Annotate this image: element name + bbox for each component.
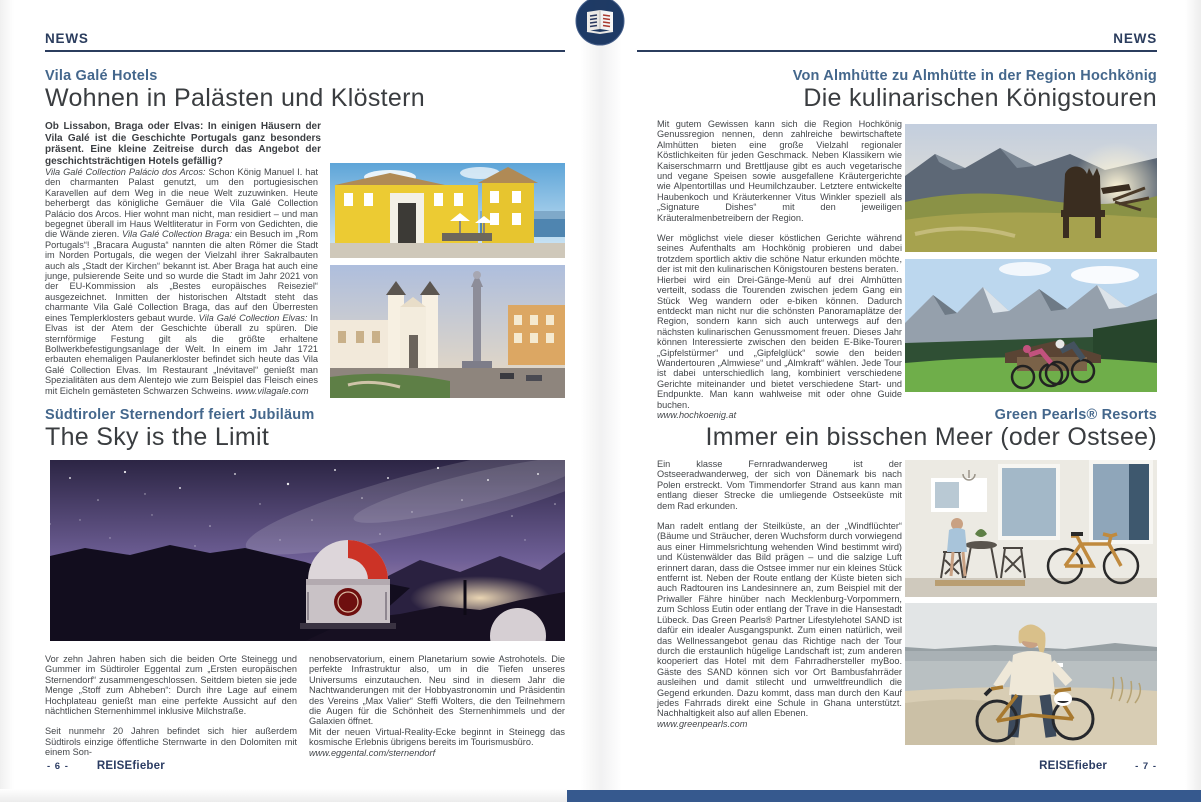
footer-left (47, 760, 165, 772)
mountain-chair-illustration (905, 124, 1157, 252)
paragraph: Man radelt entlang der Steilküste, an der „Windflüchter“ (Bäume und Sträucher, deren Wuchsform durch vorwiegend aus einer Himmelsrichtung wehenden Wind bestimmt wird) und Küstenwälder das Bild prägen – und die salzige Luft erinnert daran, dass die Ostsee immer nur ein kleines Stück entfernt ist. Neben der Route entlang der Küste bieten sich auch Radtouren ins Landesinnere an, zum Beispiel mit der Priwaller Fähre hinüber nach Mecklenburg-Vorpommern, zum Schloss Eutin oder entlang der Trave in die Hansestadt Lübeck. Das Green Pearls® Partner Lifestylehotel SAND ist dafür ein idealer Ausgangspunkt. Zum einen natürlich, weil das Wellnessangebot genau das Richtige nach der Tour durch die erstaunlich hügelige Landschaft ist; zum anderen kooperiert das Hotel mit dem Fahrradhersteller myBoo. Gäste des SAND können sich vor Ort Bambusfahrräder ausleihen und damit stilecht und umweltfreundlich die Gegend erkunden. Dazu kommt, dass man durch den Kauf jedes Fahrrads direkt eine Schule in Ghana unterstützt. Nachhaltigkeit also auf allen Ebenen. (657, 521, 902, 719)
palace-photo-illustration (330, 163, 565, 258)
next-page-edge-bar (567, 790, 1201, 802)
paragraph: Vor zehn Jahren haben sich die beiden Orte Steinegg und Gummer im Südtiroler Eggental zum „Ersten europäischen Sternendorf“ zusammengeschlossen. Seitdem bieten sie jede Menge „Stoff zum Abheben“: Durch ihre Lage auf einem Hochplateau genießt man eine perfekte Aussicht auf den nächtlichen Sternenhimmel inklusive Milchstraße. (45, 654, 297, 717)
magazine-brand: REISEfieber (96, 760, 165, 772)
article-headline: Wohnen in Palästen und Klöstern (45, 84, 425, 112)
paragraph: nenobservatorium, einem Planetarium sowie Astrohotels. Die perfekte Infrastruktur also, um in die Tiefen unseres Universums einzutauchen. Neu sind in diesem Jahr die Nachtwanderungen mit der Hobbyastronomin und Präsidentin des Vereins „Max Valier“ Steffi Wolters, die den Teilnehmern die Augen für die Schönheit des Sternenhimmels und der Galaxien öffnet. (309, 654, 565, 727)
page-left (0, 0, 600, 790)
page-number: - 6 - (47, 761, 69, 772)
page-edge-right (1185, 0, 1201, 802)
photo-vila-gale-palacio (330, 163, 565, 258)
paragraph: Ein klasse Fernradwanderweg ist der Ostseeradwanderweg, der sich von Dänemark bis nach Polen erstreckt. Vom Timmendorfer Strand aus kann man entlang dieser Strecke die umliegende Ostseeküste mit dem Rad erkunden. (657, 459, 902, 511)
photo-hochkoenig-ebikers (905, 259, 1157, 392)
photo-hochkoenig-summit-chair (905, 124, 1157, 252)
observatory-illustration (50, 460, 565, 641)
magazine-brand: REISEfieber (1039, 760, 1108, 772)
page-right (600, 0, 1201, 790)
photo-observatory-night-sky (50, 460, 565, 641)
footer-right (1039, 760, 1157, 772)
section-label-news-left: NEWS (45, 31, 89, 46)
article-headline: Immer ein bisschen Meer (oder Ostsee) (705, 423, 1157, 451)
article-headline: Die kulinarischen Königstouren (803, 84, 1157, 112)
article-column-2 (309, 654, 565, 758)
page-gutter-shadow (580, 0, 622, 790)
header-rule-right (637, 50, 1157, 52)
article-kicker: Südtiroler Sternendorf feiert Jubiläum (45, 407, 315, 423)
page-number: - 7 - (1135, 761, 1157, 772)
page-edge-left (0, 0, 14, 802)
article-kicker: Von Almhütte zu Almhütte in der Region Hochkönig (792, 68, 1157, 84)
article-body: Vila Galé Collection Palácio dos Arcos: Schon König Manuel I. hat den charmanten Palast genutzt, um den portugiesischen Karavellen auf dem Weg in die neue Welt zuzuwinken. Heute beherbergt das königliche Gemäuer die Vila Galé Collection Palácio dos Arcos. Hier wohnt man nicht, man residiert – und man begegnet überall im Haus Weltliteratur in Form von Gedichten, die die Wände zieren. Vila Galé Collection Braga: ein Besuch im „Rom Portugals“! „Bracara Augusta“ nannten die alten Römer die Stadt im Norden Portugals, die wegen der Vielzahl ihrer Sakralbauten auch als „Stadt der Kirchen“ bekannt ist. Aber Braga hat auch eine junge, pulsierende Seite und so wurde die Stadt im Jahr 2021 von der EU-Kommission als „Bestes europäisches Reiseziel“ ausgezeichnet. Inmitten der historischen Altstadt steht das charmante Vila Galé Collection Braga, das auf den Überresten eines Templerklosters gebaut wurde. Vila Galé Collection Elvas: In Elvas ist der Atem der Geschichte überall zu spüren. Die sternförmige Festung gilt als die größte erhaltene Bollwerkbefestigungsanlage der Welt. In einem im Jahr 1721 erbauten ehemaligen Paulanerkloster befindet sich heute das Vila Galé Collection Elvas. Im Restaurant „Inévitavel“ genießt man Spezialitäten aus dem Alentejo wie zum Beispiel das Fleisch eines mit Eicheln gemästeten Schwarzen Schweins. www.vilagale.com (45, 167, 319, 396)
paragraph: Wer möglichst viele dieser köstlichen Gerichte während seines Aufenthalts am Hochkönig probieren und dabei trotzdem sportlich aktiv die schöne Natur erkunden möchte, der ist mit den kulinarischen Königstouren bestens beraten. (657, 233, 902, 275)
ebikers-illustration (905, 259, 1157, 392)
paragraph: Hierbei wird ein Drei-Gänge-Menü auf drei Almhütten verteilt, sodass die Tourenden zwischen jedem Gang ein Stück Weg wandern oder e-biken können. Dadurch entdeckt man nicht nur die schönsten Panoramaplätze der Region, sondern kann sich auch unterwegs auf den nächsten kulinarischen Genussmoment freuen. Dieses Jahr können Interessierte zwischen den beiden E-Bike-Touren „Gipfelstürmer“ und „Gipfelglück“ sowie den beiden Wandertouren „Almwiese“ und „Almkraft“ wählen. Jede Tour ist dabei unterschiedlich lang, kombiniert verschiedene Gerichte miteinander und bietet verschiedene Start- und Endpunkte. Man kann wahlweise mit oder ohne Guide buchen. (657, 274, 902, 410)
photo-sand-hotel-cafe-bamboo-bike (905, 460, 1157, 597)
paragraph: Mit gutem Gewissen kann sich die Region Hochkönig Genussregion nennen, denn zahlreiche bewirtschaftete Almhütten bieten eine große Vielzahl regionaler Köstlichkeiten für jeden Geschmack. Neben Klassikern wie Kaiserschmarrn und Brettljause gibt es auch vegetarische und vegane Speisen sowie ausgefallene Kräutergerichte wie Alpentortillas und Heumilchzauber. Letztere entwickelte Haubenkoch und Kräuterkenner Vitus Winkler speziell als „Signature Dishes“ mit den jeweiligen Kräuteralmenbetreibern der Region. (657, 119, 902, 223)
cafe-bamboo-bike-illustration (905, 460, 1157, 597)
article-body (657, 119, 902, 420)
url-link[interactable]: www.hochkoenig.at (657, 409, 737, 420)
article-headline: The Sky is the Limit (45, 423, 270, 451)
section-label-news-right: NEWS (1113, 31, 1157, 46)
photo-baltic-beach-bamboo-bike (905, 603, 1157, 745)
article-body (657, 459, 902, 729)
article-intro: Ob Lissabon, Braga oder Elvas: In einigen Häusern der Vila Galé ist die Geschichte Portugals ganz besonders präsent. Eine kleine Zeitreise durch das Angebot der geschichtsträchtigen Hotels gefällig? (45, 121, 321, 167)
church-square-illustration (330, 265, 565, 398)
article-kicker: Green Pearls® Resorts (994, 407, 1157, 423)
article-column-1 (45, 654, 297, 758)
paragraph: Mit der neuen Virtual-Reality-Ecke beginnt in Steinegg das kosmische Erlebnis übrigens bereits im Tourismusbüro. (309, 726, 565, 748)
url-link[interactable]: www.greenpearls.com (657, 718, 748, 729)
article-kicker: Vila Galé Hotels (45, 68, 158, 84)
url-link[interactable]: www.eggental.com/sternendorf (309, 747, 436, 758)
beach-bamboo-bike-illustration (905, 603, 1157, 745)
paragraph: Seit nunmehr 20 Jahren befindet sich hier außerdem Südtirols einzige öffentliche Sternwarte in den Dolomiten mit einem Son- (45, 726, 297, 758)
photo-braga-church-square (330, 265, 565, 398)
header-rule-left (45, 50, 565, 52)
page-bottom-edge (0, 789, 567, 802)
